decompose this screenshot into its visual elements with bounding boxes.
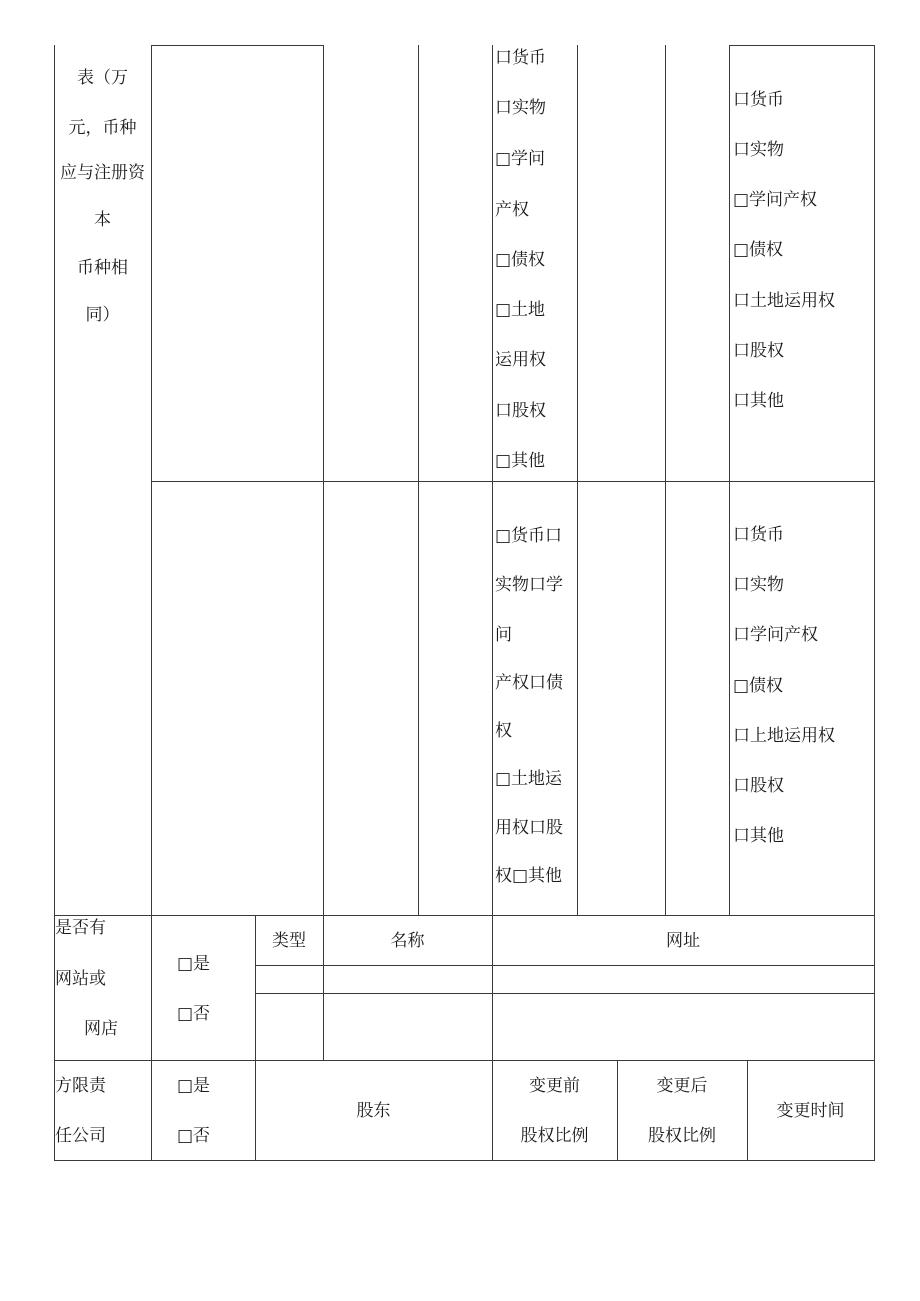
option-other[interactable]: □其他 (495, 451, 546, 471)
website-yes-checkbox[interactable]: □是 (177, 954, 211, 974)
website-row-1[interactable] (256, 966, 874, 993)
option-land-use[interactable]: 口上地运用权 (733, 726, 835, 746)
option-land-use[interactable]: □土地 (495, 300, 546, 320)
company-yes-checkbox[interactable]: □是 (177, 1076, 211, 1096)
option-land-use[interactable]: 口土地运用权 (733, 291, 835, 311)
option-ip[interactable]: □学问产权 (733, 190, 818, 210)
option-debt[interactable]: □债权 (733, 240, 784, 260)
col-header-shareholder: 股东 (356, 1101, 391, 1121)
website-no-checkbox[interactable]: □否 (177, 1004, 211, 1024)
col-header-time: 变更时间 (776, 1101, 845, 1121)
option-physical[interactable]: 口实物 (733, 140, 784, 160)
option-other[interactable]: 口其他 (733, 826, 784, 846)
website-row-2[interactable] (256, 994, 874, 1060)
option-equity[interactable]: 口股权 (733, 776, 784, 796)
option-equity[interactable]: 口股权 (733, 341, 784, 361)
option-other[interactable]: 口其他 (733, 391, 784, 411)
option-debt[interactable]: □债权 (733, 676, 784, 696)
option-ip[interactable]: 口学问产权 (733, 625, 818, 645)
option-physical[interactable]: 口实物 (733, 575, 784, 595)
option-currency[interactable]: 口货币 (733, 525, 784, 545)
option-physical[interactable]: 口实物 (495, 98, 546, 118)
col-header-after: 变更后 (656, 1076, 708, 1096)
option-ip[interactable]: □学问 (495, 149, 546, 169)
option-equity[interactable]: 口股权 (495, 401, 546, 421)
company-no-checkbox[interactable]: □否 (177, 1126, 211, 1146)
col-header-before: 变更前 (529, 1076, 580, 1096)
col-header-type: 类型 (272, 931, 306, 951)
option-currency[interactable]: 口货币 (733, 90, 784, 110)
option-currency[interactable]: 口货币 (495, 48, 546, 68)
option-debt[interactable]: □债权 (495, 250, 546, 270)
col-header-name: 名称 (390, 931, 425, 951)
col-header-url: 网址 (666, 931, 700, 951)
form-page: 表（万 元，币种 应与注册资 本 币种相 同） 口货币 口实物 □学问 产权 □债权 □土地 运用权 口股权 □其他 口货币 口实物 □学问产权 □债权 口土地运用权 口股权 口其他 □货币口 实物口学 问 产权口债 权 □土地运 用权口股 权□其他 口货币 口实物 口学问产权 □债权 口上地运用权 口股权 口其他 是否有 网站或 网店 □是 □否 类型 名称 网址 方限责 任公司 □是 □否 股东 变更前 股权比例 变更后 股权比例 变更时间 (0, 0, 920, 1301)
